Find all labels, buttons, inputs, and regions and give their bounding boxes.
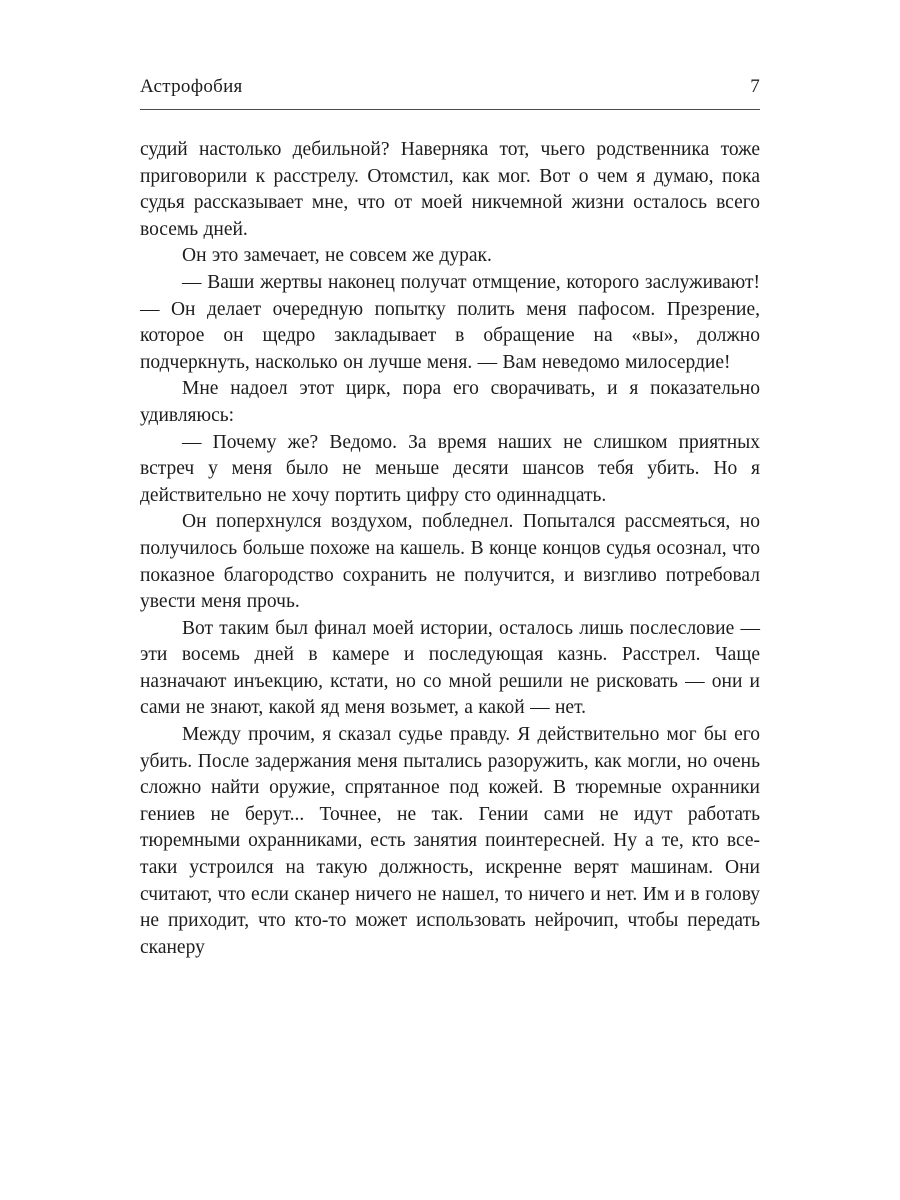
text-content bbox=[140, 137, 760, 961]
running-title: Астрофобия bbox=[140, 76, 243, 97]
paragraph: Вот таким был финал моей истории, осталось лишь послесловие — эти восемь дней в камере и последующая казнь. Расстрел. Чаще назначают инъекцию, кстати, но со мной решили не рисковать — они и сами не знают, какой яд меня возьмет, а какой — нет. bbox=[140, 617, 760, 719]
paragraph: — Ваши жертвы наконец получат отмщение, которого заслуживают! — Он делает очередную попытку полить меня пафосом. Презрение, которое он щедро закладывает в обращение на «вы», должно подчеркнуть, насколько он лучше меня. — Вам неведомо милосердие! bbox=[140, 271, 760, 373]
paragraph: Между прочим, я сказал судье правду. Я действительно мог бы его убить. После задержания меня пытались разоружить, как могли, но очень сложно найти оружие, спрятанное под кожей. В тюремные охранники гениев не берут... Точнее, не так. Гении сами не идут работать тюремными охранниками, есть занятия поинтересней. Ну а те, кто все-таки устроился на такую должность, искренне верят машинам. Они считают, что если сканер ничего не нашел, то ничего и нет. Им и в голову не приходит, что кто-то может использовать нейрочип, чтобы передать сканеру bbox=[140, 724, 760, 958]
page-number: 7 bbox=[750, 76, 760, 97]
page-header bbox=[140, 76, 760, 110]
paragraph: судий настолько дебильной? Наверняка тот, чьего родственника тоже приговорили к расстрелу. Отомстил, как мог. Вот о чем я думаю, пока судья рассказывает мне, что от моей никчемной жизни осталось всего восемь дней. bbox=[140, 139, 760, 240]
paragraph: Он поперхнулся воздухом, побледнел. Попытался рассмеяться, но получилось больше похоже на кашель. В конце концов судья осознал, что показное благородство сохранить не получится, и визгливо потребовал увести меня прочь. bbox=[140, 511, 760, 613]
paragraph: Он это замечает, не совсем же дурак. bbox=[182, 245, 492, 267]
paragraph: Мне надоел этот цирк, пора его сворачивать, и я показательно удивляюсь: bbox=[140, 378, 760, 426]
paragraph: — Почему же? Ведомо. За время наших не слишком приятных встреч у меня было не меньше десяти шансов тебя убить. Но я действительно не хочу портить цифру сто одиннадцать. bbox=[140, 431, 760, 506]
